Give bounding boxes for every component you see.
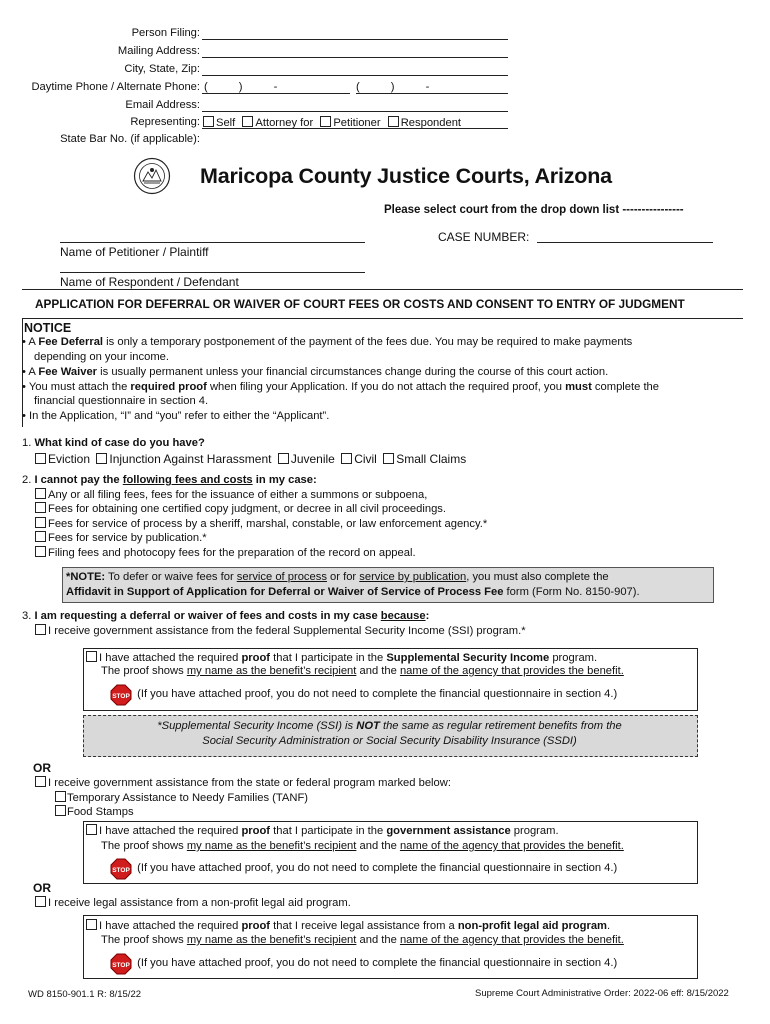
notice-heading: NOTICE	[24, 321, 72, 335]
ssi-proof-line	[86, 651, 597, 664]
shows-c: and the	[356, 665, 400, 677]
q2-option-filing	[35, 488, 427, 501]
proof-text-a: • You must attach the	[22, 381, 131, 393]
court-select-dropdown[interactable]: Please select court from the drop down list ----------------	[384, 204, 684, 216]
certified-copy-label: Fees for obtaining one certified copy judgment, or decree in all civil proceedings.	[48, 503, 446, 515]
shows-c: and the	[356, 840, 400, 852]
fee-deferral-term: Fee Deferral	[38, 336, 104, 348]
shows-d: name of the agency that provides the benefit.	[399, 840, 624, 852]
legal-proof-e: .	[607, 920, 611, 932]
notice-line-4: • In the Application, “I” and “you” refer to either the “Applicant”.	[22, 410, 330, 422]
q1-options	[35, 452, 466, 466]
petitioner-label: Name of Petitioner / Plaintiff	[60, 245, 209, 259]
q2-number: 2.	[22, 474, 35, 486]
q2-question-a: I cannot pay the	[34, 474, 123, 486]
email-field[interactable]	[202, 111, 508, 112]
publication-label: Fees for service by publication.*	[48, 532, 207, 544]
note-service-process: service of process	[236, 571, 327, 583]
notice-line-3b: financial questionnaire in section 4.	[34, 395, 209, 407]
notice-line-1	[22, 336, 632, 348]
certified-copy-checkbox[interactable]	[35, 502, 46, 513]
q3-question-a: I am requesting a deferral or waiver of fees and costs in my case	[34, 610, 381, 622]
gov-proof-c: that I participate in the	[270, 825, 387, 837]
publication-checkbox[interactable]	[35, 531, 46, 542]
legal-proof-d: non-profit legal aid program	[457, 920, 607, 932]
notice-line-3	[22, 381, 659, 393]
stop-sign-label: STOP	[112, 867, 130, 874]
fee-waiver-term: Fee Waiver	[38, 366, 98, 378]
q2-option-service	[35, 517, 487, 530]
must-term: must	[565, 381, 592, 393]
ssi-definition-line-2: Social Security Administration or Social Security Disability Insurance (SSDI)	[202, 735, 577, 747]
q2-option-publication	[35, 531, 207, 544]
gov-option	[35, 776, 451, 789]
ssi-proof-shows	[101, 665, 624, 677]
alternate-phone-field[interactable]	[356, 93, 508, 94]
q2-option-copy	[35, 502, 446, 515]
food-stamps-checkbox[interactable]	[55, 805, 66, 816]
self-checkbox[interactable]	[203, 116, 214, 127]
ssi-proof-d: Supplemental Security Income	[386, 652, 550, 664]
representing-underline	[202, 128, 508, 129]
legal-proof-c: that I receive legal assistance from a	[270, 920, 458, 932]
tanf-checkbox[interactable]	[55, 791, 66, 802]
document-title: APPLICATION FOR DEFERRAL OR WAIVER OF COURT FEES OR COSTS AND CONSENT TO ENTRY OF JUDGMENT	[35, 297, 685, 311]
shows-a: The proof shows	[101, 665, 187, 677]
court-title: Maricopa County Justice Courts, Arizona	[200, 164, 612, 188]
city-state-zip-label: City, State, Zip:	[124, 63, 200, 75]
mailing-address-field[interactable]	[202, 57, 508, 58]
eviction-checkbox[interactable]	[35, 453, 46, 464]
ssi-proof-e: program.	[549, 652, 598, 664]
ssi-note-c: the same as regular retirement benefits from the	[379, 720, 622, 732]
note-label: *NOTE:	[66, 571, 106, 583]
shows-d: name of the agency that provides the benefit.	[399, 665, 624, 677]
mailing-address-label: Mailing Address:	[117, 45, 200, 57]
injunction-label: Injunction Against Harassment	[109, 452, 272, 466]
eviction-label: Eviction	[48, 452, 91, 466]
bullet-text: • A	[22, 366, 39, 378]
fee-deferral-text: is only a temporary postponement of the payment of the fees due. You may be required to make payments	[103, 336, 633, 348]
legal-proof-b: proof	[241, 920, 271, 932]
gov-proof-b: proof	[241, 825, 271, 837]
shows-d: name of the agency that provides the benefit.	[399, 934, 624, 946]
small-claims-label: Small Claims	[396, 452, 467, 466]
ssi-option	[35, 624, 526, 637]
daytime-phone-field[interactable]	[202, 93, 350, 94]
food-stamps-label: Food Stamps	[67, 806, 134, 818]
attorney-label: Attorney for	[255, 117, 314, 129]
fee-waiver-text: is usually permanent unless your financial circumstances change during the course of this court action.	[97, 366, 609, 378]
ssi-stop-text: (If you have attached proof, you do not need to complete the financial questionnaire in section 4.)	[137, 687, 618, 700]
q1-number: 1.	[22, 437, 35, 449]
or-separator-2: OR	[33, 881, 51, 895]
phone-label: Daytime Phone / Alternate Phone:	[31, 81, 200, 93]
person-filing-label: Person Filing:	[131, 27, 200, 39]
administrative-order: Supreme Court Administrative Order: 2022-06 eff: 8/15/2022	[475, 988, 729, 999]
stop-sign-label: STOP	[112, 962, 130, 969]
court-seal-icon	[133, 157, 171, 195]
ssi-checkbox[interactable]	[35, 624, 46, 635]
required-proof-term: required proof	[130, 381, 207, 393]
gov-proof-shows	[101, 840, 624, 852]
respondent-label: Name of Respondent / Defendant	[60, 275, 239, 289]
service-process-checkbox[interactable]	[35, 517, 46, 528]
q3-number: 3.	[22, 610, 35, 622]
petitioner-label: Petitioner	[333, 117, 381, 129]
self-label: Self	[216, 117, 236, 129]
petitioner-name-field[interactable]	[60, 242, 365, 243]
injunction-checkbox[interactable]	[96, 453, 107, 464]
civil-checkbox[interactable]	[341, 453, 352, 464]
respondent-label: Respondent	[400, 117, 462, 129]
juvenile-checkbox[interactable]	[278, 453, 289, 464]
q2-option-appeal	[35, 546, 416, 559]
notice-line-1b: depending on your income.	[34, 351, 169, 363]
ssi-proof-a: I have attached the required	[99, 652, 242, 664]
q3-heading	[22, 610, 429, 622]
appeal-record-checkbox[interactable]	[35, 546, 46, 557]
attorney-checkbox[interactable]	[242, 116, 253, 127]
filing-fees-checkbox[interactable]	[35, 488, 46, 499]
filing-fees-label: Any or all filing fees, fees for the issuance of either a summons or subpoena,	[48, 489, 428, 501]
proof-text-e: complete the	[591, 381, 659, 393]
appeal-record-label: Filing fees and photocopy fees for the preparation of the record on appeal.	[48, 547, 416, 559]
gov-proof-line	[86, 824, 559, 837]
email-label: Email Address:	[125, 99, 200, 111]
q1-question: What kind of case do you have?	[34, 437, 205, 449]
ssi-stop-line	[110, 684, 617, 704]
affidavit-form-name: Affidavit in Support of Application for Deferral or Waiver of Service of Process Fee	[66, 586, 504, 598]
small-claims-checkbox[interactable]	[383, 453, 394, 464]
legal-aid-checkbox[interactable]	[35, 896, 46, 907]
food-stamps-option	[55, 805, 134, 818]
note-service-publication: service by publication	[359, 571, 467, 583]
title-rule-top	[22, 289, 743, 290]
legal-proof-checkbox[interactable]	[86, 919, 97, 930]
gov-proof-a: I have attached the required	[99, 825, 242, 837]
shows-a: The proof shows	[101, 840, 187, 852]
civil-label: Civil	[354, 452, 377, 466]
alternate-phone-mask: ( ) -	[356, 81, 430, 93]
city-state-zip-field[interactable]	[202, 75, 508, 76]
q3-question-b: because	[380, 610, 426, 622]
gov-assistance-label: I receive government assistance from the state or federal program marked below:	[48, 777, 451, 789]
case-number-field[interactable]	[537, 242, 713, 243]
representing-label: Representing:	[130, 116, 200, 128]
q2-question-c: in my case:	[252, 474, 317, 486]
ssi-proof-checkbox[interactable]	[86, 651, 97, 662]
shows-a: The proof shows	[101, 934, 187, 946]
notice-line-2	[22, 366, 608, 378]
affidavit-form-number: form (Form No. 8150-907).	[503, 586, 640, 598]
stop-sign-icon	[110, 953, 130, 973]
legal-proof-line	[86, 919, 610, 932]
shows-c: and the	[356, 934, 400, 946]
gov-proof-checkbox[interactable]	[86, 824, 97, 835]
note-text-b: To defer or waive fees for	[105, 571, 237, 583]
legal-option	[35, 896, 351, 909]
legal-stop-line	[110, 953, 617, 973]
gov-proof-e: program.	[510, 825, 559, 837]
shows-b: my name as the benefit’s recipient	[186, 934, 357, 946]
petitioner-checkbox[interactable]	[320, 116, 331, 127]
note-text-f: , you must also complete the	[466, 571, 609, 583]
shows-b: my name as the benefit’s recipient	[186, 665, 357, 677]
q2-heading	[22, 474, 317, 486]
q3-question-c: :	[425, 610, 430, 622]
person-filing-field[interactable]	[202, 39, 508, 40]
note-line-2	[66, 586, 640, 598]
state-bar-label: State Bar No. (if applicable):	[60, 133, 200, 145]
q1-heading	[22, 437, 205, 449]
gov-stop-text: (If you have attached proof, you do not need to complete the financial questionnaire in section 4.)	[137, 861, 618, 874]
gov-stop-line	[110, 858, 617, 878]
stop-sign-label: STOP	[112, 693, 130, 700]
legal-stop-text: (If you have attached proof, you do not need to complete the financial questionnaire in section 4.)	[137, 956, 618, 969]
proof-text-c: when filing your Application. If you do not attach the required proof, you	[206, 381, 566, 393]
ssi-note-not: NOT	[356, 720, 380, 732]
stop-sign-icon	[110, 858, 130, 878]
respondent-checkbox[interactable]	[388, 116, 399, 127]
legal-proof-shows	[101, 934, 624, 946]
ssi-note-a: *Supplemental Security Income (SSI) is	[157, 720, 357, 732]
stop-sign-icon	[110, 684, 130, 704]
shows-b: my name as the benefit’s recipient	[186, 840, 357, 852]
legal-proof-a: I have attached the required	[99, 920, 242, 932]
or-separator-1: OR	[33, 761, 51, 775]
q2-question-b: following fees and costs	[122, 474, 253, 486]
ssi-proof-b: proof	[241, 652, 271, 664]
note-line-1	[66, 571, 609, 583]
gov-assistance-checkbox[interactable]	[35, 776, 46, 787]
respondent-name-field[interactable]	[60, 272, 365, 273]
gov-proof-d: government assistance	[386, 825, 511, 837]
legal-aid-label: I receive legal assistance from a non-profit legal aid program.	[48, 897, 351, 909]
ssi-definition-line-1	[83, 720, 696, 732]
tanf-option	[55, 791, 308, 804]
case-number-label: CASE NUMBER:	[438, 230, 530, 244]
daytime-phone-mask: ( ) -	[204, 81, 278, 93]
juvenile-label: Juvenile	[290, 452, 335, 466]
form-number: WD 8150-901.1 R: 8/15/22	[28, 989, 142, 1000]
service-process-label: Fees for service of process by a sheriff, marshal, constable, or law enforcement agency.*	[48, 518, 488, 530]
ssi-label: I receive government assistance from the federal Supplemental Security Income (SSI) program.*	[48, 625, 526, 637]
tanf-label: Temporary Assistance to Needy Families (TANF)	[67, 792, 309, 804]
note-text-d: or for	[326, 571, 360, 583]
bullet-text: • A	[22, 336, 39, 348]
ssi-proof-c: that I participate in the	[270, 652, 387, 664]
